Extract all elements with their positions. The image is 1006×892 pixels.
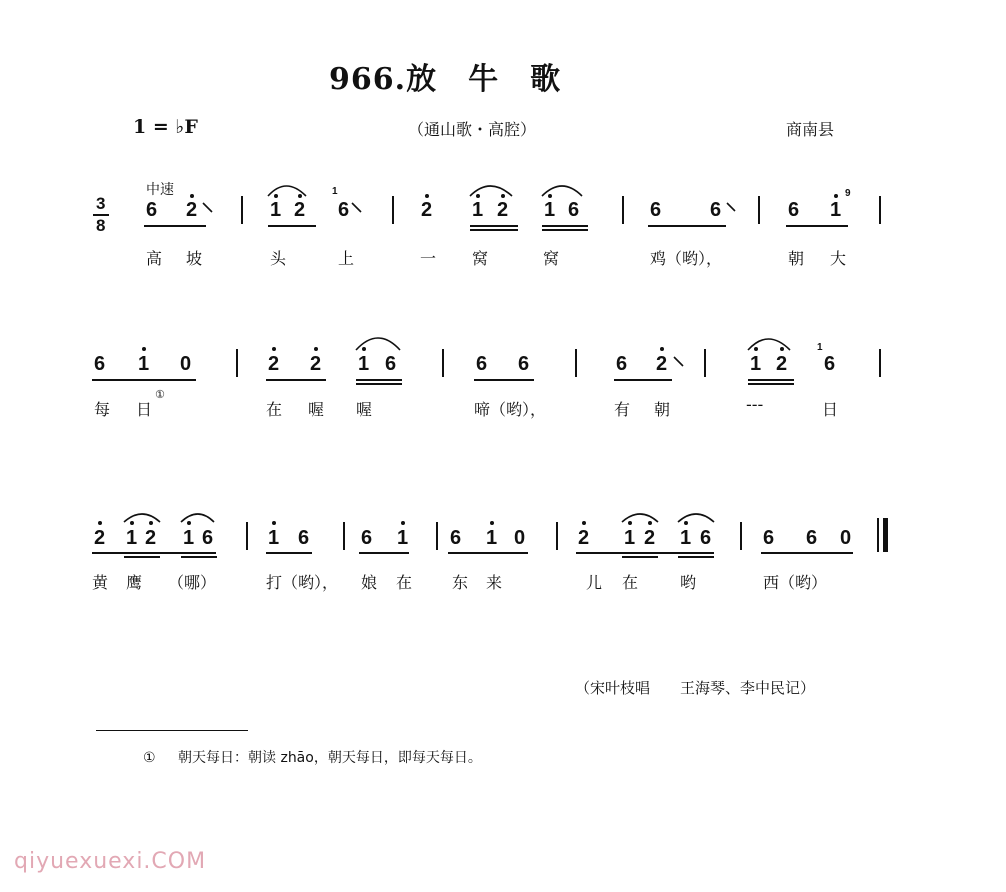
lyric: 啼（哟），: [474, 400, 547, 419]
lyric: 在: [622, 573, 639, 592]
octave-dot: [401, 521, 405, 525]
final-bar-line: [877, 518, 879, 552]
note: 1: [680, 527, 692, 549]
note: 2: [186, 199, 198, 221]
bar-line: [879, 196, 881, 224]
octave-dot: [754, 347, 758, 351]
octave-dot: [648, 521, 652, 525]
note: 2: [421, 199, 433, 221]
octave-dot: [834, 194, 838, 198]
beam: [748, 379, 794, 381]
lyric: 坡: [186, 249, 203, 268]
bar-line: [740, 522, 742, 550]
bar-line: [622, 196, 624, 224]
lyric: 哟: [680, 573, 697, 592]
bar-line: [442, 349, 444, 377]
octave-dot: [362, 347, 366, 351]
beam: [474, 379, 534, 381]
beam: [542, 229, 588, 231]
note: 2: [310, 353, 322, 375]
lyric: 大: [830, 249, 847, 268]
lyric: 头: [270, 249, 287, 268]
note: 2: [94, 527, 106, 549]
beam: [268, 225, 316, 227]
bar-line: [704, 349, 706, 377]
octave-dot: [780, 347, 784, 351]
note: 6: [806, 527, 818, 549]
note: 6: [476, 353, 488, 375]
octave-dot: [628, 521, 632, 525]
note: 6: [385, 353, 397, 375]
note: 6: [616, 353, 628, 375]
octave-dot: [272, 521, 276, 525]
genre-label: （通山歌・高腔）: [408, 120, 537, 139]
octave-dot: [98, 521, 102, 525]
bar-line: [575, 349, 577, 377]
note: 2: [578, 527, 590, 549]
footnote-ref: ①: [155, 388, 165, 401]
credits: （宋叶枝唱 王海琴、李中民记）: [575, 679, 816, 697]
note: 6: [450, 527, 462, 549]
beam: [576, 552, 714, 554]
note: 6: [202, 527, 214, 549]
beam: [356, 383, 402, 385]
beam: [748, 383, 794, 385]
beam: [614, 379, 672, 381]
octave-dot: [660, 347, 664, 351]
final-bar-line-thick: [883, 518, 888, 552]
lyric: （哪）: [168, 573, 217, 592]
note: 0: [180, 353, 192, 375]
lyric: 鹰: [126, 573, 143, 592]
note: 1: [126, 527, 138, 549]
bar-line: [392, 196, 394, 224]
note: 1: [270, 199, 282, 221]
octave-dot: [490, 521, 494, 525]
lyric: 喔: [308, 400, 325, 419]
beam: [648, 225, 726, 227]
octave-dot: [142, 347, 146, 351]
lyric: 窝: [543, 249, 560, 268]
lyric: 窝: [472, 249, 489, 268]
beam: [761, 552, 853, 554]
beam: [124, 556, 160, 558]
octave-dot: [314, 347, 318, 351]
note: 6: [568, 199, 580, 221]
lyric: 儿: [586, 573, 603, 592]
note: 0: [840, 527, 852, 549]
beam: [356, 379, 402, 381]
note: 0: [514, 527, 526, 549]
beam: [448, 552, 528, 554]
bar-line: [436, 522, 438, 550]
note: 6: [361, 527, 373, 549]
note: 1: [624, 527, 636, 549]
note: 2: [656, 353, 668, 375]
note: 1: [358, 353, 370, 375]
beam: [144, 225, 206, 227]
note: 1: [183, 527, 195, 549]
lyric: 一: [420, 249, 437, 268]
note: 1: [397, 527, 409, 549]
octave-dot: [130, 521, 134, 525]
octave-dot: [501, 194, 505, 198]
note: 6: [763, 527, 775, 549]
octave-dot: [187, 521, 191, 525]
note: 6: [650, 199, 662, 221]
lyric: 上: [338, 249, 355, 268]
octave-dot: [190, 194, 194, 198]
note: 1: [486, 527, 498, 549]
footnote-marker: ①: [143, 750, 156, 766]
beam: [622, 556, 658, 558]
lyric: 每: [94, 400, 111, 419]
beam: [470, 229, 518, 231]
note: 6: [94, 353, 106, 375]
tempo-marking: 中速: [146, 182, 174, 198]
note: 6: [788, 199, 800, 221]
footnote: [143, 747, 482, 767]
bar-line: [241, 196, 243, 224]
song-title: 966.放 牛 歌: [329, 62, 562, 97]
svg-text:9: 9: [845, 188, 851, 199]
note: 1: [830, 199, 842, 221]
bar-line: [246, 522, 248, 550]
note: 6: [700, 527, 712, 549]
note: 1: [268, 527, 280, 549]
octave-dot: [684, 521, 688, 525]
octave-dot: [582, 521, 586, 525]
key-signature: 1 = ♭F: [133, 116, 198, 138]
note: 1: [138, 353, 150, 375]
lyric: 有: [614, 400, 631, 419]
bar-line: [758, 196, 760, 224]
lyric: 朝: [788, 249, 805, 268]
note: 6: [338, 199, 350, 221]
beam: [92, 552, 216, 554]
beam: [678, 556, 714, 558]
note: 1: [472, 199, 484, 221]
beam: [266, 379, 326, 381]
time-signature-top: 3: [96, 194, 106, 213]
lyric: 喔: [356, 400, 373, 419]
bar-line: [343, 522, 345, 550]
note: 2: [294, 199, 306, 221]
lyric: 黄: [92, 573, 109, 592]
footnote-rule: [96, 730, 248, 731]
site-watermark: qiyuexuexi.COM: [14, 849, 207, 874]
note: 2: [776, 353, 788, 375]
bar-line: [236, 349, 238, 377]
lyric: 娘: [361, 573, 378, 592]
octave-dot: [149, 521, 153, 525]
svg-text:1: 1: [817, 342, 823, 353]
footnote-text: 朝天每日：朝读 zhāo，朝天每日，即每天每日。: [178, 750, 482, 766]
lyric: 西（哟）: [763, 573, 828, 592]
svg-text:1: 1: [332, 186, 338, 197]
note: 2: [145, 527, 157, 549]
beam: [542, 225, 588, 227]
beam: [266, 552, 312, 554]
time-signature-bottom: 8: [96, 216, 106, 235]
lyric: 东: [452, 573, 469, 592]
note: 6: [146, 199, 158, 221]
lyric: 在: [266, 400, 283, 419]
note: 2: [497, 199, 509, 221]
beam: [470, 225, 518, 227]
note: 1: [544, 199, 556, 221]
octave-dot: [476, 194, 480, 198]
note: 2: [268, 353, 280, 375]
octave-dot: [298, 194, 302, 198]
lyric: ---: [746, 395, 764, 414]
bar-line: [556, 522, 558, 550]
beam: [359, 552, 409, 554]
region-label: 商南县: [786, 120, 835, 139]
note: 6: [518, 353, 530, 375]
lyric: 鸡（哟），: [650, 249, 723, 268]
lyric: 日: [136, 400, 153, 419]
octave-dot: [548, 194, 552, 198]
beam: [181, 556, 217, 558]
note: 6: [824, 353, 836, 375]
beam: [92, 379, 196, 381]
bar-line: [879, 349, 881, 377]
note: 6: [298, 527, 310, 549]
lyric: 日: [822, 400, 839, 419]
note: 2: [644, 527, 656, 549]
lyric: 朝: [654, 400, 671, 419]
octave-dot: [425, 194, 429, 198]
note: 6: [710, 199, 722, 221]
lyric: 在: [396, 573, 413, 592]
octave-dot: [272, 347, 276, 351]
beam: [786, 225, 848, 227]
lyric: 打（哟），: [266, 573, 339, 592]
octave-dot: [274, 194, 278, 198]
lyric: 来: [486, 573, 503, 592]
lyric: 高: [146, 249, 163, 268]
note: 1: [750, 353, 762, 375]
